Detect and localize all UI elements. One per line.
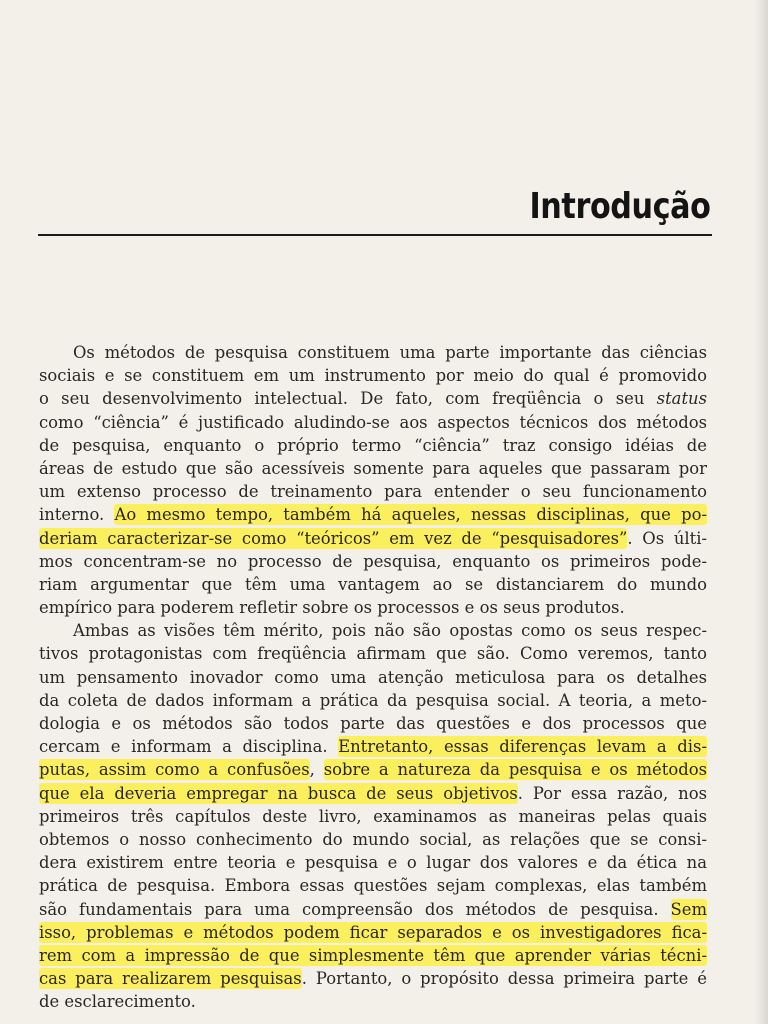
text-line: [39, 480, 707, 503]
highlighted-text: sobre a natureza da pesquisa e os métodos: [323, 760, 707, 780]
text-segment: Os métodos de pesquisa constituem uma parte importante das ciências: [73, 343, 707, 362]
text-line: [39, 712, 707, 735]
text-line: [39, 411, 707, 434]
highlighted-text: rem com a impressão de que simplesmente têm que aprender várias técni-: [39, 945, 707, 965]
italic-text: status: [656, 389, 707, 409]
text-segment: sociais e se constituem em um instrumento por meio do qual é promovido: [39, 366, 707, 386]
paragraph: [39, 341, 707, 619]
text-line: [39, 874, 707, 897]
text-line: [39, 503, 707, 526]
text-line: [39, 758, 707, 781]
text-segment: prática de pesquisa. Embora essas questões sejam complexas, elas também: [39, 876, 707, 896]
text-segment: como “ciência” é justificado aludindo-se aos aspectos técnicos dos métodos: [39, 412, 707, 432]
text-segment: um extenso processo de treinamento para entender o seu funcionamento: [39, 482, 707, 502]
text-line: [39, 387, 707, 410]
text-line: [39, 898, 707, 921]
text-segment: áreas de estudo que são acessíveis somente para aqueles que passaram por: [39, 458, 707, 478]
text-segment: tivos protagonistas com freqüência afirmam que são. Como veremos, tanto: [39, 644, 707, 664]
text-line: [39, 944, 707, 967]
text-segment: . Os últi-: [627, 528, 707, 548]
text-segment: riam argumentar que têm uma vantagem ao se distanciarem do mundo: [39, 574, 707, 594]
text-line: [39, 550, 707, 573]
text-line: [39, 341, 707, 364]
text-line: [39, 434, 707, 457]
text-line: [39, 735, 707, 758]
text-line: [39, 573, 707, 596]
text-segment: . Portanto, o propósito dessa primeira parte é: [301, 969, 707, 989]
text-segment: de esclarecimento.: [39, 992, 196, 1012]
text-segment: o seu desenvolvimento intelectual. De fato, com freqüência o seu: [39, 389, 657, 409]
text-segment: . Por essa razão, nos: [517, 783, 707, 803]
paragraph: [39, 619, 707, 1013]
text-segment: de pesquisa, enquanto o próprio termo “ciência” traz consigo idéias de: [39, 435, 707, 455]
text-line: [39, 990, 707, 1013]
text-line: [39, 666, 707, 689]
highlighted-text: Entretanto, essas diferenças levam a dis-: [338, 737, 707, 757]
page-edge-shadow: [754, 0, 768, 1024]
text-segment: dera existirem entre teoria e pesquisa e o lugar dos valores e da ética na: [39, 853, 707, 873]
chapter-title: Introdução: [528, 186, 710, 227]
text-line: [39, 851, 707, 874]
highlighted-text: putas, assim como a confusões: [39, 760, 310, 780]
text-line: [39, 828, 707, 851]
text-line: [39, 782, 707, 805]
title-rule: [38, 234, 712, 236]
body-text: [39, 341, 707, 1013]
highlighted-text: isso, problemas e métodos podem ficar separados e os investigadores fica-: [39, 922, 707, 942]
text-line: [39, 805, 707, 828]
text-segment: ,: [309, 760, 324, 780]
text-line: [39, 364, 707, 387]
highlighted-text: que ela deveria empregar na busca de seus objetivos: [39, 783, 518, 803]
text-line: [39, 596, 707, 619]
text-segment: primeiros três capítulos deste livro, examinamos as maneiras pelas quais: [39, 806, 707, 826]
text-segment: são fundamentais para uma compreensão dos métodos de pesquisa.: [39, 899, 671, 919]
text-line: [39, 619, 707, 642]
text-segment: da coleta de dados informam a prática da pesquisa social. A teoria, a meto-: [39, 690, 707, 710]
text-line: [39, 921, 707, 944]
text-segment: empírico para poderem refletir sobre os processos e os seus produtos.: [39, 598, 625, 618]
text-segment: obtemos o nosso conhecimento do mundo social, as relações que se consi-: [39, 829, 707, 849]
text-line: [39, 527, 707, 550]
text-line: [39, 689, 707, 712]
text-line: [39, 457, 707, 480]
text-line: [39, 967, 707, 990]
text-segment: cercam e informam a disciplina.: [39, 737, 339, 757]
highlighted-text: cas para realizarem pesquisas: [39, 969, 302, 989]
highlighted-text: deriam caracterizar-se como “teóricos” em vez de “pesquisadores”: [39, 528, 628, 548]
text-segment: interno.: [39, 505, 115, 525]
text-segment: Ambas as visões têm mérito, pois não são opostas como os seus respec-: [73, 621, 707, 641]
text-segment: dologia e os métodos são todos parte das questões e dos processos que: [39, 714, 707, 733]
highlighted-text: Ao mesmo tempo, também há aqueles, nessas disciplinas, que po-: [114, 505, 707, 525]
text-segment: mos concentram-se no processo de pesquisa, enquanto os primeiros pode-: [39, 551, 707, 571]
text-line: [39, 642, 707, 665]
highlighted-text: Sem: [670, 899, 707, 919]
text-segment: um pensamento inovador como uma atenção meticulosa para os detalhes: [39, 667, 707, 687]
